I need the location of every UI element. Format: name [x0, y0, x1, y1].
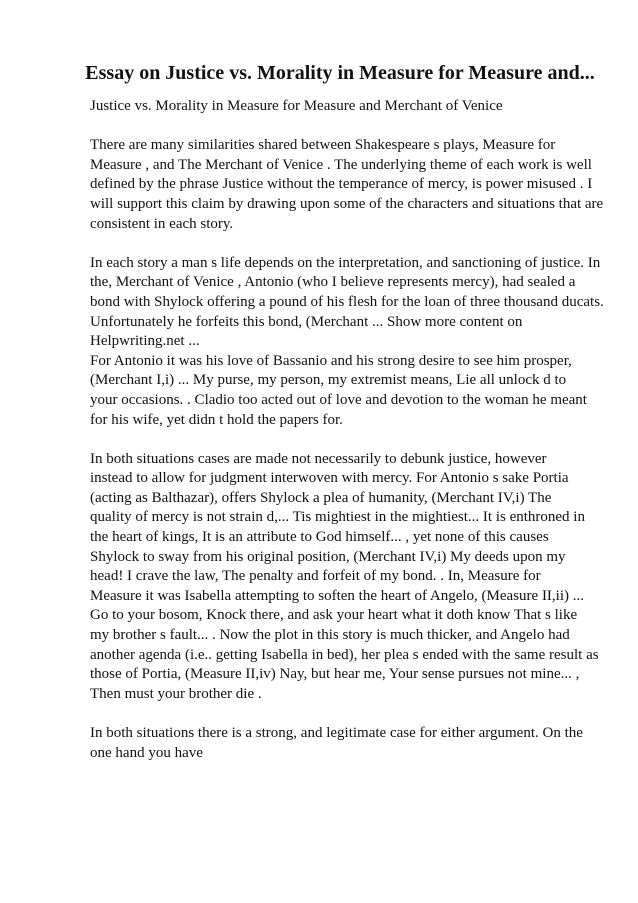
paragraph-spacer [90, 117, 600, 137]
document-body [90, 97, 604, 763]
text-line: Go to your bosom, Knock there, and ask your heart what it doth know That s like [90, 607, 578, 624]
document-title: Essay on Justice vs. Morality in Measure for Measure and... [85, 62, 595, 84]
paragraph-spacer [90, 430, 600, 450]
text-line: bond with Shylock offering a pound of his flesh for the loan of three thousand ducats. [90, 293, 604, 310]
text-line: defined by the phrase Justice without the temperance of mercy, is power misused . I [90, 176, 593, 193]
paragraph [90, 724, 600, 763]
text-line: my brother s fault... . Now the plot in this story is much thicker, and Angelo had [90, 627, 570, 644]
text-line: There are many similarities shared between Shakespeare s plays, Measure for [90, 137, 556, 154]
text-line: the, Merchant of Venice , Antonio (who I believe represents mercy), had sealed a [90, 274, 576, 291]
text-line: quality of mercy is not strain d,... Tis mightiest in the mightiest... It is enthroned in [90, 509, 585, 526]
text-line: Then must your brother die . [90, 685, 262, 702]
text-line: Measure it was Isabella attempting to soften the heart of Angelo, (Measure II,ii) ... [90, 587, 585, 604]
text-line: the heart of kings, It is an attribute to God himself... , yet none of this causes [90, 529, 549, 546]
text-line: will support this claim by drawing upon some of the characters and situations that are [90, 195, 604, 212]
text-line: In both situations cases are made not necessarily to debunk justice, however [90, 450, 547, 467]
paragraph [90, 254, 604, 430]
text-line: Measure , and The Merchant of Venice . The underlying theme of each work is well [90, 156, 592, 173]
text-line: (acting as Balthazar), offers Shylock a plea of humanity, (Merchant IV,i) The [90, 489, 552, 506]
paragraph-spacer [90, 704, 600, 724]
text-line: instead to allow for judgment interwoven with mercy. For Antonio s sake Portia [90, 470, 569, 487]
document-subtitle: Justice vs. Morality in Measure for Measure and Merchant of Venice [90, 98, 503, 114]
text-line: Unfortunately he forfeits this bond, (Merchant ... Show more content on [90, 313, 523, 330]
text-line: consistent in each story. [90, 215, 234, 232]
text-line: Helpwriting.net ... [90, 333, 200, 350]
text-line: another agenda (i.e.. getting Isabella in bed), her plea s ended with the same result as [90, 646, 599, 663]
text-line: In each story a man s life depends on the interpretation, and sanctioning of justice. In [90, 254, 601, 271]
text-line: For Antonio it was his love of Bassanio and his strong desire to see him prosper, [90, 352, 572, 369]
paragraph-spacer [90, 234, 600, 254]
text-line: Shylock to sway from his original position, (Merchant IV,i) My deeds upon my [90, 548, 566, 565]
text-line: those of Portia, (Measure II,iv) Nay, but hear me, Your sense pursues not mine... , [90, 666, 580, 683]
text-line: one hand you have [90, 744, 203, 761]
text-line: head! I crave the law, The penalty and forfeit of my bond. . In, Measure for [90, 568, 541, 585]
paragraph [90, 450, 600, 705]
text-line: for his wife, yet didn t hold the papers for. [90, 411, 343, 428]
text-line: (Merchant I,i) ... My purse, my person, my extremist means, Lie all unlock d to [90, 372, 567, 389]
paragraph [90, 136, 604, 234]
text-line: your occasions. . Cladio too acted out of love and devotion to the woman he meant [90, 391, 587, 408]
text-line: In both situations there is a strong, and legitimate case for either argument. On the [90, 725, 583, 741]
